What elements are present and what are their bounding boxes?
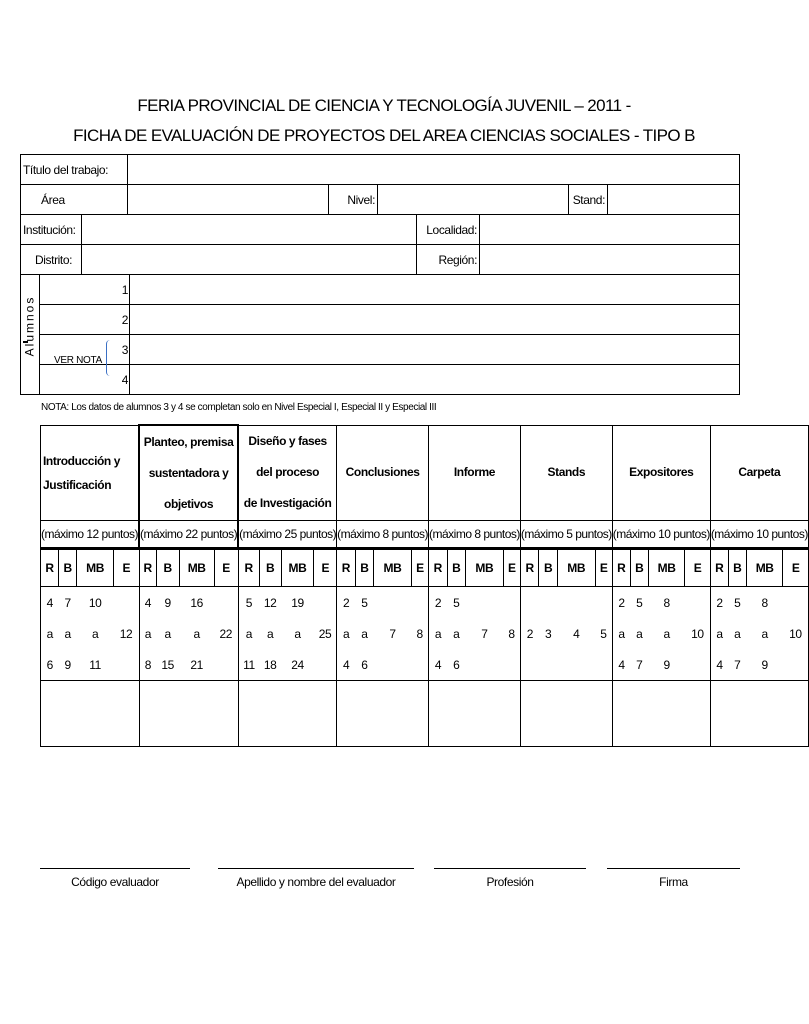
category-line: objetivos	[164, 496, 214, 511]
score-cell: a	[91, 626, 99, 641]
grade-header: MB	[557, 549, 595, 587]
score-cell: 7	[389, 626, 396, 641]
grade-header: R	[429, 549, 448, 587]
alumnos-label: Alumnos	[22, 295, 37, 357]
category-header	[337, 425, 429, 521]
category-line: del proceso	[256, 465, 320, 480]
category-header	[238, 425, 337, 521]
max-points: (máximo 22 puntos)	[139, 521, 238, 549]
score-cell: 15	[161, 657, 174, 672]
max-points: (máximo 12 puntos)	[41, 521, 140, 549]
category-header	[139, 425, 238, 521]
area-label: Área	[21, 185, 128, 215]
score-cell: 9	[164, 595, 171, 610]
score-cell: a	[761, 626, 768, 641]
max-points: (máximo 10 puntos)	[710, 521, 808, 549]
score-cell	[595, 649, 612, 681]
region-label: Región:	[417, 245, 480, 275]
alumno-field-3[interactable]	[130, 335, 740, 365]
grade-header: B	[728, 549, 746, 587]
score-cell: 10	[685, 618, 710, 649]
score-cell	[503, 649, 520, 681]
score-cell	[783, 649, 808, 681]
score-entry-cell[interactable]	[612, 681, 710, 747]
score-cell: 2	[612, 587, 630, 619]
region-field[interactable]	[480, 245, 740, 275]
grade-header: B	[355, 549, 374, 587]
score-cell: 12	[263, 595, 277, 610]
score-cell	[466, 587, 504, 619]
score-cell: a	[361, 626, 368, 641]
score-cell: a	[429, 618, 448, 649]
score-entry-cell[interactable]	[41, 681, 140, 747]
score-cell: a	[41, 618, 59, 649]
form-title-line1: FERIA PROVINCIAL DE CIENCIA Y TECNOLOGÍA JUVENIL – 2011 -	[137, 96, 631, 115]
grade-header: MB	[466, 549, 504, 587]
score-cell: 5	[734, 595, 741, 610]
brace-icon	[106, 340, 111, 376]
grade-header: R	[238, 549, 259, 587]
project-info-table	[20, 154, 740, 215]
score-cell: 5	[238, 587, 259, 619]
alumno-field-1[interactable]	[130, 275, 740, 305]
score-cell: a	[238, 618, 259, 649]
grade-header: R	[337, 549, 356, 587]
max-points: (máximo 5 puntos)	[520, 521, 612, 549]
score-cell: 7	[734, 657, 741, 672]
score-cell: 12	[114, 618, 140, 649]
category-header	[710, 425, 808, 521]
score-cell: 11	[89, 657, 101, 672]
score-entry-cell[interactable]	[710, 681, 808, 747]
grade-header: R	[710, 549, 728, 587]
max-points: (máximo 10 puntos)	[612, 521, 710, 549]
score-cell: 5	[361, 595, 368, 610]
score-cell: a	[636, 626, 643, 641]
score-cell: 5	[595, 618, 612, 649]
grade-header: E	[114, 549, 140, 587]
grade-header: R	[41, 549, 59, 587]
score-cell	[595, 587, 612, 619]
score-cell: 11	[238, 649, 259, 681]
dash-mark	[23, 341, 28, 343]
score-cell: 9	[663, 657, 670, 672]
score-cell	[557, 649, 595, 681]
score-cell	[314, 587, 337, 619]
area-field[interactable]	[128, 185, 329, 215]
score-cell: a	[663, 626, 670, 641]
evaluation-table	[40, 424, 809, 747]
score-cell	[520, 649, 539, 681]
category-line: Planteo, premisa	[143, 434, 234, 449]
score-cell: 7	[636, 657, 643, 672]
score-cell: 2	[710, 587, 728, 619]
signature-firma: Firma	[607, 868, 740, 889]
score-cell: 6	[361, 657, 368, 672]
score-cell: 2	[337, 587, 356, 619]
score-cell	[685, 649, 710, 681]
score-cell: 4	[337, 649, 356, 681]
signature-codigo: Código evaluador	[40, 868, 190, 889]
score-cell: 18	[263, 657, 277, 672]
grade-header: B	[59, 549, 77, 587]
localidad-field[interactable]	[480, 215, 740, 245]
alumno-number: 3	[40, 335, 130, 365]
grade-header: R	[612, 549, 630, 587]
grade-header: R	[139, 549, 156, 587]
score-cell	[114, 587, 140, 619]
grade-header: MB	[77, 549, 114, 587]
grade-header: B	[447, 549, 466, 587]
score-cell	[520, 587, 539, 619]
distrito-label: Distrito:	[21, 245, 82, 275]
score-cell: 10	[783, 618, 808, 649]
score-cell: a	[139, 618, 156, 649]
grade-header: MB	[281, 549, 314, 587]
score-cell: 4	[573, 626, 580, 641]
category-header	[520, 425, 612, 521]
score-cell: a	[294, 626, 301, 641]
grade-header: B	[259, 549, 281, 587]
category-line: Expositores	[629, 465, 694, 480]
localidad-label: Localidad:	[417, 215, 480, 245]
score-cell: 8	[139, 649, 156, 681]
grade-header: E	[595, 549, 612, 587]
score-cell: 22	[214, 618, 238, 649]
nivel-label: Nivel:	[329, 185, 378, 215]
grade-header: E	[503, 549, 520, 587]
score-cell: a	[193, 626, 200, 641]
score-cell: 8	[411, 618, 428, 649]
titulo-field[interactable]	[128, 155, 740, 185]
score-cell	[114, 649, 140, 681]
score-cell: a	[734, 626, 741, 641]
grade-header: MB	[374, 549, 412, 587]
score-cell: 16	[190, 595, 203, 610]
score-cell: 10	[88, 595, 102, 610]
score-cell	[557, 587, 595, 619]
location-table	[20, 214, 740, 275]
score-cell: 8	[663, 595, 670, 610]
ver-nota-label: VER NOTA	[54, 355, 102, 366]
score-cell: 5	[636, 595, 643, 610]
alumno-number: 2	[40, 305, 130, 335]
category-line: Justificación	[43, 477, 112, 492]
grade-header: E	[685, 549, 710, 587]
score-cell: 8	[761, 595, 768, 610]
category-header	[41, 425, 140, 521]
score-cell: 6	[41, 649, 59, 681]
score-cell	[503, 587, 520, 619]
score-entry-cell[interactable]	[429, 681, 521, 747]
score-cell: 9	[64, 657, 71, 672]
stand-field[interactable]	[608, 185, 740, 215]
institucion-label: Institución:	[21, 215, 82, 245]
score-cell	[214, 649, 238, 681]
category-line: Conclusiones	[345, 465, 420, 480]
grade-header: E	[411, 549, 428, 587]
score-cell	[411, 587, 428, 619]
score-cell: 21	[190, 657, 203, 672]
score-cell: a	[710, 618, 728, 649]
category-line: Informe	[453, 465, 496, 480]
titulo-label: Título del trabajo:	[21, 155, 128, 185]
category-line: Stands	[547, 465, 586, 480]
category-line: Diseño y fases	[248, 434, 327, 449]
max-points: (máximo 8 puntos)	[337, 521, 429, 549]
institucion-field[interactable]	[82, 215, 417, 245]
signature-apellido: Apellido y nombre del evaluador	[218, 868, 414, 889]
grade-header: MB	[746, 549, 783, 587]
score-cell: 9	[761, 657, 768, 672]
score-cell	[539, 649, 558, 681]
score-cell: 4	[429, 649, 448, 681]
grade-header: R	[520, 549, 539, 587]
category-header	[429, 425, 521, 521]
alumnos-table	[20, 274, 740, 395]
score-cell: a	[267, 626, 274, 641]
grade-header: MB	[179, 549, 214, 587]
category-line: de Investigación	[243, 496, 332, 511]
score-cell: a	[64, 626, 71, 641]
score-cell: 7	[481, 626, 488, 641]
score-cell: 2	[520, 618, 539, 649]
score-cell: 4	[710, 649, 728, 681]
grade-header: B	[539, 549, 558, 587]
score-cell: 4	[612, 649, 630, 681]
score-cell: a	[453, 626, 460, 641]
score-entry-cell[interactable]	[238, 681, 337, 747]
grade-header: E	[214, 549, 238, 587]
score-cell	[411, 649, 428, 681]
score-cell	[539, 587, 558, 619]
distrito-field[interactable]	[82, 245, 417, 275]
score-cell: 5	[453, 595, 460, 610]
nivel-field[interactable]	[378, 185, 569, 215]
category-line: sustentadora y	[148, 465, 229, 480]
alumnos-side-label	[21, 275, 40, 395]
stand-label: Stand:	[569, 185, 608, 215]
grade-header: B	[630, 549, 648, 587]
alumno-number: 4	[40, 365, 130, 395]
alumno-number: 1	[40, 275, 130, 305]
alumno-field-4[interactable]	[130, 365, 740, 395]
score-cell: 24	[291, 657, 304, 672]
score-entry-cell[interactable]	[337, 681, 429, 747]
category-line: Introducción y	[43, 453, 121, 468]
max-points: (máximo 8 puntos)	[429, 521, 521, 549]
score-cell	[466, 649, 504, 681]
grade-header: B	[156, 549, 179, 587]
grade-header: E	[783, 549, 808, 587]
score-cell: 19	[291, 595, 304, 610]
score-cell: 25	[314, 618, 337, 649]
score-cell: 6	[453, 657, 460, 672]
alumno-field-2[interactable]	[130, 305, 740, 335]
score-cell: 2	[429, 587, 448, 619]
score-cell	[214, 587, 238, 619]
score-cell	[783, 587, 808, 619]
signature-profesion: Profesión	[434, 868, 586, 889]
score-cell: a	[337, 618, 356, 649]
score-cell: 3	[545, 626, 552, 641]
score-cell: 7	[64, 595, 71, 610]
score-cell: 4	[139, 587, 156, 619]
form-title-line2: FICHA DE EVALUACIÓN DE PROYECTOS DEL AREA CIENCIAS SOCIALES - TIPO B	[73, 126, 695, 145]
score-cell: a	[164, 626, 171, 641]
category-line: Carpeta	[738, 465, 781, 480]
max-points: (máximo 25 puntos)	[238, 521, 337, 549]
grade-header: E	[314, 549, 337, 587]
score-cell: a	[612, 618, 630, 649]
alumnos-note: NOTA: Los datos de alumnos 3 y 4 se completan solo en Nivel Especial I, Especial II y Especial III	[41, 402, 437, 413]
score-cell: 4	[41, 587, 59, 619]
score-entry-cell[interactable]	[139, 681, 238, 747]
score-cell	[314, 649, 337, 681]
score-cell: 8	[503, 618, 520, 649]
score-cell	[374, 649, 412, 681]
score-cell	[374, 587, 412, 619]
grade-header: MB	[648, 549, 685, 587]
score-entry-cell[interactable]	[520, 681, 612, 747]
score-cell	[685, 587, 710, 619]
category-header	[612, 425, 710, 521]
